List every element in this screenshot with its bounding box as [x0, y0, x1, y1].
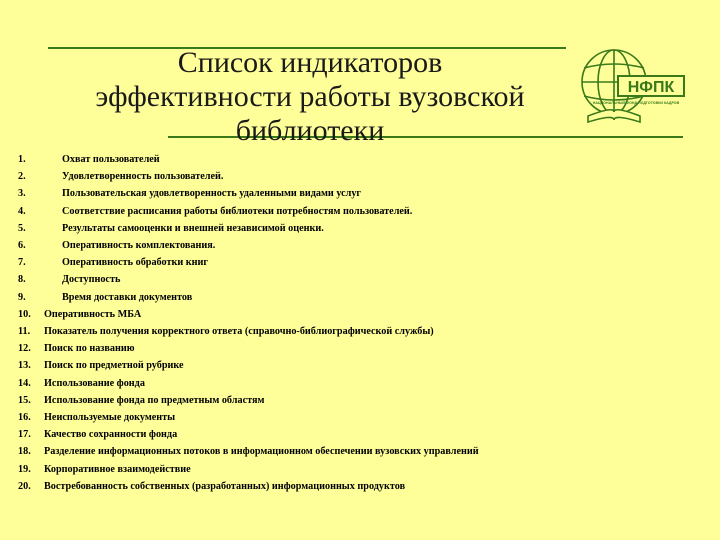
list-item	[18, 340, 708, 357]
list-item	[18, 323, 708, 340]
logo-abbr: НФПК	[627, 79, 675, 96]
list-item	[18, 220, 708, 237]
list-item-number: 13.	[18, 360, 31, 372]
list-item	[18, 203, 708, 220]
list-item-number: 15.	[18, 394, 31, 406]
title-line-1: Список индикаторов	[177, 46, 443, 79]
list-item	[18, 375, 708, 392]
list-item-number: 8.	[18, 274, 26, 286]
list-item-number: 5.	[18, 222, 26, 234]
logo-caption: НАЦИОНАЛЬНЫЙ ФОНД ПОДГОТОВКИ КАДРОВ	[592, 101, 680, 105]
list-item-text: Использование фонда	[44, 377, 145, 389]
list-item-number: 7.	[18, 257, 26, 269]
list-item	[18, 289, 708, 306]
list-item-text: Использование фонда по предметным областям	[44, 394, 265, 406]
list-item-number: 10.	[18, 308, 31, 320]
list-item-number: 17.	[18, 429, 31, 441]
list-item-text: Качество сохранности фонда	[44, 429, 178, 441]
title-line-2: эффективности работы вузовской	[95, 80, 525, 113]
list-item	[18, 461, 708, 478]
list-item-number: 12.	[18, 343, 31, 355]
list-item-text: Результаты самооценки и внешней независимой оценки.	[62, 222, 324, 234]
list-item-text: Оперативность комплектования.	[62, 240, 216, 252]
list-item-text: Корпоративное взаимодействие	[44, 463, 191, 475]
list-item-number: 3.	[18, 188, 26, 200]
list-item-number: 9.	[18, 291, 26, 303]
list-item	[18, 443, 708, 460]
list-item-text: Соответствие расписания работы библиотеки потребностям пользователей.	[62, 205, 413, 217]
list-item-text: Охват пользователей	[62, 154, 160, 165]
list-item-text: Востребованность собственных (разработанных) информационных продуктов	[44, 480, 406, 492]
list-item-number: 16.	[18, 412, 31, 424]
list-item-number: 1.	[18, 154, 26, 165]
list-item-number: 18.	[18, 446, 31, 458]
list-item-text: Разделение информационных потоков в информационном обеспечении вузовских управлений	[44, 446, 479, 458]
nfpk-logo	[574, 46, 686, 132]
page-title	[40, 46, 580, 148]
list-item-number: 14.	[18, 377, 31, 389]
list-item-text: Пользовательская удовлетворенность удаленными видами услуг	[62, 188, 362, 200]
list-item	[18, 271, 708, 288]
list-item	[18, 168, 708, 185]
list-item-text: Доступность	[62, 274, 121, 286]
list-item	[18, 237, 708, 254]
list-item-number: 11.	[18, 326, 31, 338]
list-item	[18, 426, 708, 443]
list-item-text: Показатель получения корректного ответа (справочно-библиографической службы)	[44, 326, 434, 338]
list-item-text: Поиск по названию	[44, 343, 135, 355]
list-item	[18, 357, 708, 374]
list-item-number: 20.	[18, 480, 31, 492]
list-item-text: Время доставки документов	[62, 291, 193, 303]
list-item	[18, 306, 708, 323]
list-item	[18, 478, 708, 495]
list-item	[18, 254, 708, 271]
list-item-text: Поиск по предметной рубрике	[44, 360, 184, 372]
list-item	[18, 151, 708, 168]
indicator-list	[18, 151, 708, 495]
title-line-3: библиотеки	[235, 114, 385, 147]
list-item-number: 6.	[18, 240, 26, 252]
list-item-number: 19.	[18, 463, 31, 475]
list-item-text: Оперативность МБА	[44, 308, 142, 320]
list-item	[18, 185, 708, 202]
list-item-number: 4.	[18, 205, 26, 217]
list-item-text: Оперативность обработки книг	[62, 257, 209, 269]
list-item-text: Неиспользуемые документы	[44, 412, 176, 424]
list-item-text: Удовлетворенность пользователей.	[62, 171, 224, 183]
list-item-number: 2.	[18, 171, 26, 183]
list-item	[18, 409, 708, 426]
list-item	[18, 392, 708, 409]
